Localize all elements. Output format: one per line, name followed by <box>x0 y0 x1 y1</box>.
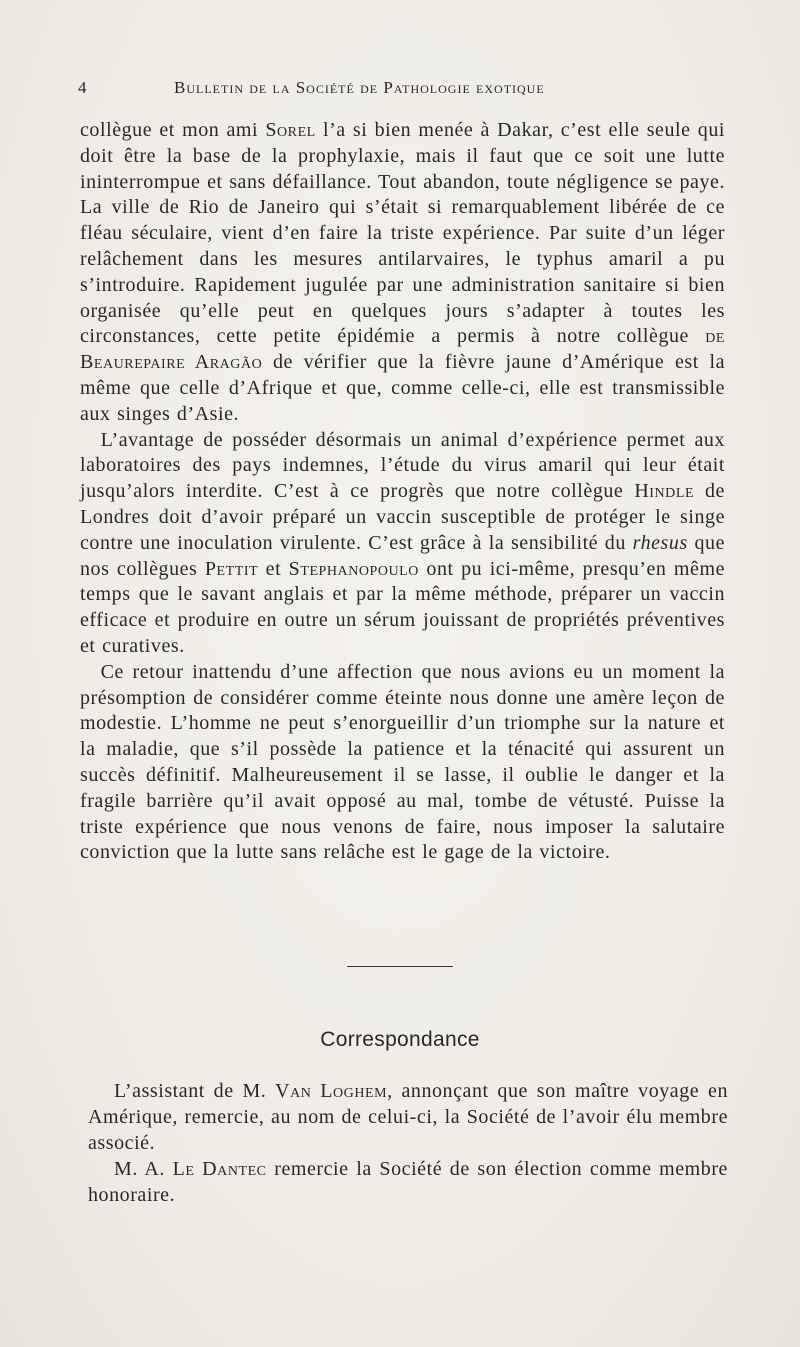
text-run: , annonçant que son maître voyage en Amérique, remercie, au nom de celui-ci, la Société de l’avoir élu membre associé. <box>88 1080 728 1154</box>
page-header <box>78 78 728 102</box>
author-name-van-loghem: Van Loghem <box>275 1080 388 1102</box>
paragraph-3 <box>80 660 725 866</box>
page-number: 4 <box>78 78 88 97</box>
text-run: L’assistant de M. <box>114 1080 276 1102</box>
author-name-pettit: Pettit <box>204 557 259 580</box>
text-run: de Londres doit d’avoir préparé un vaccin susceptible de protéger le singe contre une inoculation virulente. C’est grâce à la sensibilité du <box>80 480 725 554</box>
author-name-hindle: Hindle <box>634 480 695 503</box>
author-name-le-dantec: Le Dantec <box>172 1158 267 1180</box>
text-run: l’a si bien menée à Dakar, c’est elle seule qui doit être la base de la prophylaxie, mais il faut que ce soit une lutte ininterrompue et sans défaillance. Tout abandon, toute négligence se paye. La ville de Rio de Janeiro qui s’était si remarquablement libérée de ce fléau séculaire, vient d’en faire la triste expérience. Par suite d’un léger relâchement dans les mesures antilarvaires, le typhus amaril a pu s’introduire. Rapidement jugulée par une administration sanitaire si bien organisée qu’elle peut en quelques jours s’adapter à toutes les circonstances, cette petite épidémie a permis à notre collègue <box>80 119 725 348</box>
running-title: Bulletin de la Société de Pathologie exotique <box>174 78 545 97</box>
species-name: rhesus <box>632 531 688 554</box>
text-run: remercie la Société de son élection comme membre honoraire. <box>88 1158 728 1206</box>
correspondance-paragraph-1 <box>88 1078 728 1156</box>
text-run: Ce retour inattendu d’une affection que nous avions eu un moment la présomption de considérer comme éteinte nous donne une amère leçon de modestie. L’homme ne peut s’enorgueillir d’un triomphe sur la nature et la maladie, que s’il possède la patience et la ténacité qui assurent un succès définitif. Malheureusement il se lasse, il oublie le danger et la fragile barrière qu’il avait opposé au mal, tombe de vétusté. Puisse la triste expérience que nous venons de faire, nous imposer la salutaire conviction que la lutte sans relâche est le gage de la victoire. <box>80 660 725 864</box>
text-run: M. A. <box>114 1158 173 1180</box>
correspondance-body <box>88 1078 728 1208</box>
correspondance-paragraph-2 <box>88 1156 728 1208</box>
text-run: L’avantage de posséder désormais un animal d’expérience permet aux laboratoires des pays indemnes, l’étude du virus amaril qui leur était jusqu’alors interdite. C’est à ce progrès que notre collègue <box>80 428 725 503</box>
text-run: collègue et mon ami <box>80 119 266 141</box>
section-divider <box>347 966 453 967</box>
paragraph-2 <box>80 428 725 660</box>
author-name-stephanopoulo: Stephanopoulo <box>288 557 419 580</box>
text-run: et <box>258 557 289 580</box>
article-body <box>80 118 725 866</box>
author-name-sorel: Sorel <box>265 119 316 141</box>
text-run: ont pu ici-même, presqu’en même temps que le savant anglais et par la même méthode, préparer un vaccin efficace et produire en outre un sérum jouissant de propriétés préventives et curatives. <box>80 557 725 657</box>
text-run: que nos collègues <box>80 531 726 580</box>
paragraph-1 <box>80 118 725 428</box>
text-run: de vérifier que la fièvre jaune d’Amérique est la même que celle d’Afrique et que, comme celle-ci, elle est transmissible aux singes d’Asie. <box>80 351 725 425</box>
author-name-aragao: de Beaurepaire Aragão <box>80 325 725 374</box>
section-title: Correspondance <box>320 1028 480 1051</box>
